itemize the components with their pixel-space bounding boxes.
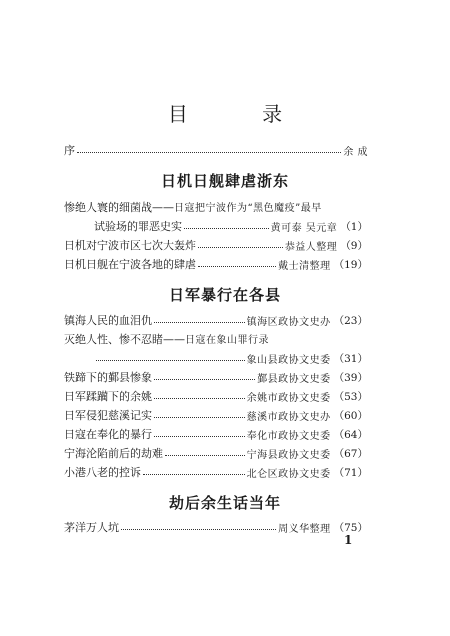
- entry-title: 日寇在奉化的暴行: [64, 428, 152, 441]
- entry-page: （64）: [333, 428, 368, 441]
- toc-entry-title-line[interactable]: [64, 199, 322, 215]
- leader-dots: [154, 390, 245, 399]
- leader-dots: [77, 144, 341, 153]
- toc-entry[interactable]: [64, 464, 368, 480]
- entry-title: 日机对宁波市区七次大轰炸: [64, 239, 196, 252]
- leader-dots: [143, 466, 245, 475]
- toc-entry[interactable]: [64, 369, 368, 385]
- entry-author: 象山县政协文史委: [246, 354, 331, 366]
- entry-page: （71）: [333, 466, 368, 479]
- entry-author: 余姚市政协文史委: [246, 392, 331, 404]
- entry-title: 铁蹄下的鄞县惨象: [64, 371, 152, 384]
- leader-dots: [154, 428, 245, 437]
- page-title: 目 录: [167, 102, 317, 126]
- entry-author: 鄞县政协文史委: [257, 373, 331, 385]
- entry-author: 余 成: [343, 146, 368, 158]
- entry-subtitle: 日寇在象山罪行录: [185, 335, 269, 346]
- toc-entry[interactable]: [64, 237, 368, 253]
- entry-page: （19）: [333, 258, 368, 271]
- section-heading: 劫后余生话当年: [168, 494, 281, 512]
- entry-author: 奉化市政协文史委: [246, 430, 331, 442]
- entry-title: 茅洋万人坑: [64, 521, 119, 534]
- toc-entry[interactable]: [64, 407, 368, 423]
- leader-dots: [165, 447, 245, 456]
- entry-title: 镇海人民的血泪仇: [64, 314, 152, 327]
- entry-author: 宁海县政协文史委: [246, 449, 331, 461]
- entry-author: 周义华整理: [278, 523, 331, 535]
- entry-page: （1）: [340, 220, 368, 233]
- entry-page: （39）: [333, 371, 368, 384]
- leader-dots: [184, 220, 269, 229]
- leader-dots: [154, 409, 245, 418]
- toc-entry[interactable]: [94, 218, 368, 234]
- section-heading: 日机日舰肆虐浙东: [160, 172, 289, 190]
- toc-entry[interactable]: [64, 256, 368, 272]
- toc-entry-title-line[interactable]: [64, 331, 269, 347]
- entry-author: 镇海区政协文史办: [246, 316, 331, 328]
- toc-entry[interactable]: [64, 445, 368, 461]
- entry-author: 戴士清整理: [278, 260, 331, 272]
- entry-author: 恭益人整理: [284, 241, 338, 253]
- entry-page: （31）: [333, 352, 368, 365]
- leader-dots: [96, 352, 245, 361]
- entry-title: 日军侵犯慈溪记实: [64, 409, 152, 422]
- toc-entry-preface[interactable]: [64, 142, 368, 158]
- entry-title-cont: 试验场的罪恶史实: [94, 220, 182, 233]
- entry-title: 灭绝人性、惨不忍睹——: [64, 333, 185, 346]
- entry-author: 慈溪市政协文史办: [246, 411, 331, 423]
- toc-entry[interactable]: [94, 350, 368, 366]
- entry-title: 日机日舰在宁波各地的肆虐: [64, 258, 196, 271]
- entry-page: （60）: [333, 409, 368, 422]
- leader-dots: [154, 314, 245, 323]
- toc-entry[interactable]: [64, 388, 368, 404]
- entry-title: 小港八老的控诉: [64, 466, 141, 479]
- entry-page: （67）: [333, 447, 368, 460]
- entry-page: （23）: [333, 314, 368, 327]
- leader-dots: [121, 521, 276, 530]
- entry-title: 宁海沦陷前后的劫难: [64, 447, 163, 460]
- entry-title: 惨绝人寰的细菌战——: [64, 201, 174, 214]
- leader-dots: [154, 371, 255, 380]
- leader-dots: [198, 239, 283, 248]
- toc-entry[interactable]: [64, 519, 368, 535]
- entry-page: （9）: [340, 239, 368, 252]
- page-number: 1: [344, 533, 353, 547]
- entry-title: 序: [64, 144, 75, 157]
- entry-author: 北仑区政协文史委: [246, 468, 331, 480]
- section-heading: 日军暴行在各县: [168, 286, 281, 304]
- entry-page: （53）: [333, 390, 368, 403]
- entry-title: 日军蹂躏下的余姚: [64, 390, 152, 403]
- entry-page: （75）: [333, 521, 368, 534]
- leader-dots: [198, 258, 276, 267]
- toc-entry[interactable]: [64, 426, 368, 442]
- toc-entry[interactable]: [64, 312, 368, 328]
- entry-subtitle: 日寇把宁波作为“黑色魔疫”最早: [174, 203, 322, 214]
- entry-author: 黄可泰 吴元章: [270, 222, 338, 234]
